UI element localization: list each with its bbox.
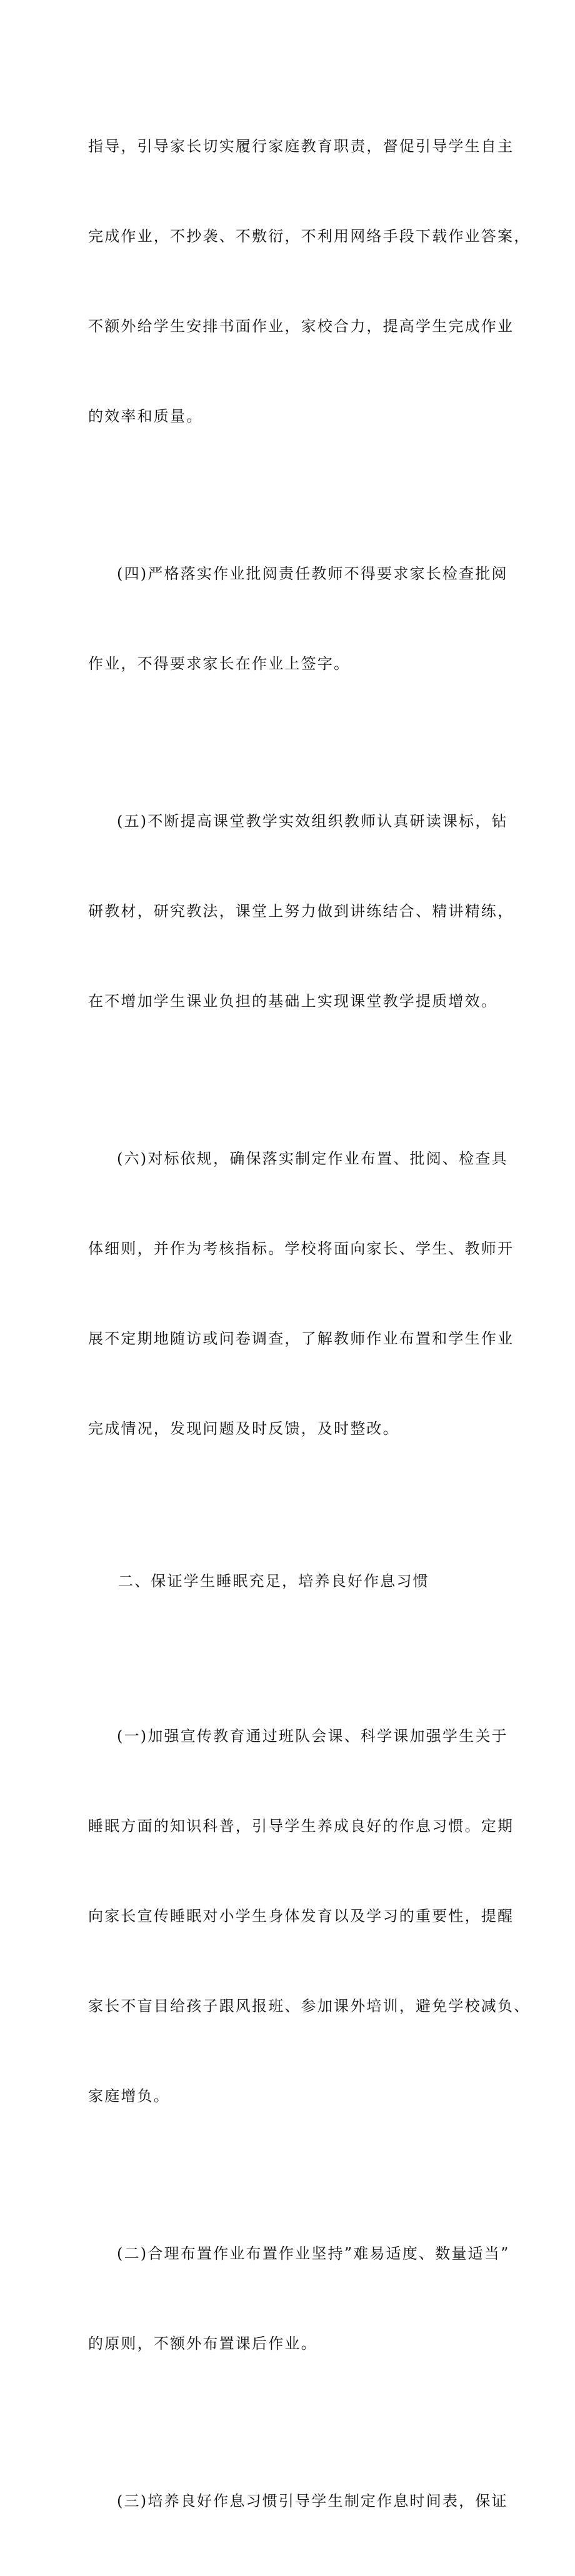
text-line: (三)培养良好作息习惯引导学生制定作息时间表，保证 xyxy=(117,2492,508,2510)
text-line: 作业，不得要求家长在作业上签字。 xyxy=(88,655,351,672)
section-heading: 二、保证学生睡眠充足，培养良好作息习惯 xyxy=(118,1572,429,1590)
text-line: 完成作业，不抄袭、不敷衍，不利用网络手段下载作业答案， xyxy=(88,227,531,245)
text-line: (五)不断提高课堂教学实效组织教师认真研读课标，钻 xyxy=(117,812,508,830)
text-line: 家庭增负。 xyxy=(88,2087,170,2105)
paragraph-6 xyxy=(88,1084,514,1504)
paragraph-4 xyxy=(88,499,508,739)
text-line: 不额外给学生安排书面作业，家校合力，提高学生完成作业 xyxy=(88,317,514,335)
paragraph-homework-guidance xyxy=(88,71,531,491)
paragraph-sleep-1 xyxy=(88,1661,531,2171)
text-line: (四)严格落实作业批阅责任教师不得要求家长检查批阅 xyxy=(117,565,508,582)
text-line: 向家长宣传睡眠对小学生身体发育以及学习的重要性，提醒 xyxy=(88,1907,514,1925)
paragraph-sleep-2 xyxy=(88,2179,510,2419)
paragraph-sleep-3 xyxy=(88,2426,508,2576)
text-line: 展不定期地随访或问卷调查，了解教师作业布置和学生作业 xyxy=(88,1330,514,1347)
text-line: (一)加强宣传教育通过班队会课、科学课加强学生关于 xyxy=(117,1727,508,1745)
text-line: 研教材，研究教法，课堂上努力做到讲练结合、精讲精练， xyxy=(88,902,514,920)
text-line: 指导，引导家长切实履行家庭教育职责，督促引导学生自主 xyxy=(88,137,514,155)
text-line: 在不增加学生课业负担的基础上实现课堂教学提质增效。 xyxy=(88,992,498,1010)
text-line: 完成情况，发现问题及时反馈，及时整改。 xyxy=(88,1420,399,1437)
text-line: 的效率和质量。 xyxy=(88,407,203,425)
text-line: (二)合理布置作业布置作业坚持”难易适度、数量适当” xyxy=(117,2245,510,2262)
text-line: (六)对标依规，确保落实制定作业布置、批阅、检查具 xyxy=(117,1150,508,1167)
section-heading-sleep xyxy=(88,1506,501,1656)
text-line: 的原则，不额外布置课后作业。 xyxy=(88,2335,318,2352)
text-line: 体细则，并作为考核指标。学校将面向家长、学生、教师开 xyxy=(88,1240,514,1257)
text-line: 睡眠方面的知识科普，引导学生养成良好的作息习惯。定期 xyxy=(88,1817,514,1835)
text-line: 家长不盲目给孩子跟风报班、参加课外培训，避免学校减负、 xyxy=(88,1997,531,2015)
paragraph-5 xyxy=(88,746,514,1076)
document-body xyxy=(88,71,531,2576)
